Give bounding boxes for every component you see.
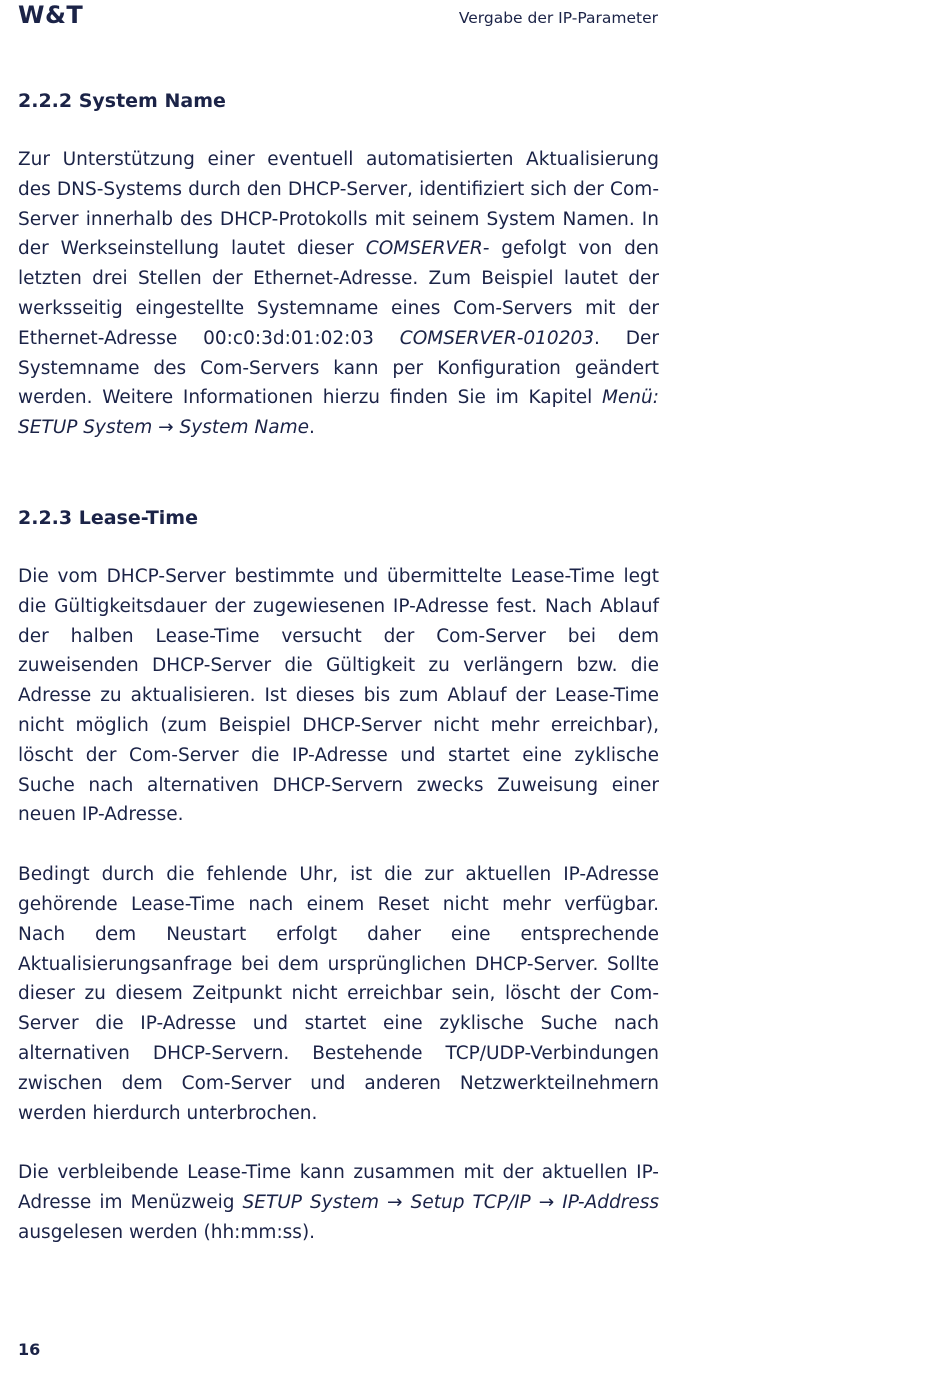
text-run: . — [309, 417, 315, 439]
text-run: Zur Unterstützung einer eventuell automatisierten Aktualisierung des DNS-Systems durch den DHCP-Server, identifiziert sich der Com-Server innerhalb des DHCP-Protokolls mit seinem System Namen. In der Werkseinstellung lautet dieser — [18, 149, 659, 260]
menu-path-reference: Menü: SETUP System → System Name — [18, 387, 659, 439]
text-run: gefolgt von den letzten drei Stellen der Ethernet-Adresse. Zum Beispiel lautet der werksseitig eingestellte Systemname eines Com-Servers mit der Ethernet-Adresse 00:c0:3d:01:02:03 — [18, 238, 659, 349]
page-number: 16 — [18, 1340, 41, 1359]
body-paragraph — [18, 145, 659, 443]
section-heading: 2.2.3 Lease-Time — [18, 506, 198, 529]
italic-term: COMSERVER-010203 — [399, 327, 595, 349]
section-system-name — [18, 86, 659, 443]
text-run: . Der Systemname des Com-Servers kann per Konfiguration geändert werden. Weitere Informationen hierzu finden Sie im Kapitel — [18, 327, 659, 409]
running-header-title: Vergabe der IP-Parameter — [458, 9, 658, 27]
company-logo: W&T — [18, 1, 84, 29]
section-heading: 2.2.2 System Name — [18, 90, 226, 112]
body-paragraph: Die vom DHCP-Server bestimmte und übermittelte Lease-Time legt die Gültigkeitsdauer der zugewiesenen IP-Adresse fest. Nach Ablauf der halben Lease-Time versucht der Com-Server bei dem zuweisenden DHCP-Server die Gültigkeit zu verlängern bzw. die Adresse zu aktualisieren. Ist dieses bis zum Ablauf der Lease-Time nicht möglich (zum Beispiel DHCP-Server nicht mehr erreichbar), löscht der Com-Server die IP-Adresse und startet eine zyklische Suche nach alternativen DHCP-Servern zwecks Zuweisung einer neuen IP-Adresse. — [18, 565, 659, 826]
italic-term: COMSERVER- — [365, 238, 490, 260]
body-paragraph: Bedingt durch die fehlende Uhr, ist die zur aktuellen IP-Adresse gehörende Lease-Time nach einem Reset nicht mehr verfügbar. Nach dem Neustart erfolgt daher eine entsprechende Aktualisierungsanfrage bei dem ursprünglichen DHCP-Server. Sollte dieser zu diesem Zeitpunkt nicht erreichbar sein, löscht der Com-Server die IP-Adresse und startet eine zyklische Suche nach alternativen DHCP-Servern. Bestehende TCP/UDP-Verbindungen zwischen dem Com-Server und anderen Netzwerkteilnehmern werden hierdurch unterbrochen. — [18, 864, 659, 1124]
text-run: ausgelesen werden (hh:mm:ss). — [18, 1221, 316, 1243]
text-run: Die verbleibende Lease-Time kann zusammen mit der aktuellen IP-Adresse im Menüzweig — [18, 1162, 659, 1214]
body-paragraph — [18, 1158, 659, 1247]
page-body — [18, 86, 659, 1248]
section-lease-time — [18, 503, 659, 1248]
menu-path-reference: SETUP System → Setup TCP/IP → IP-Address — [242, 1192, 659, 1214]
